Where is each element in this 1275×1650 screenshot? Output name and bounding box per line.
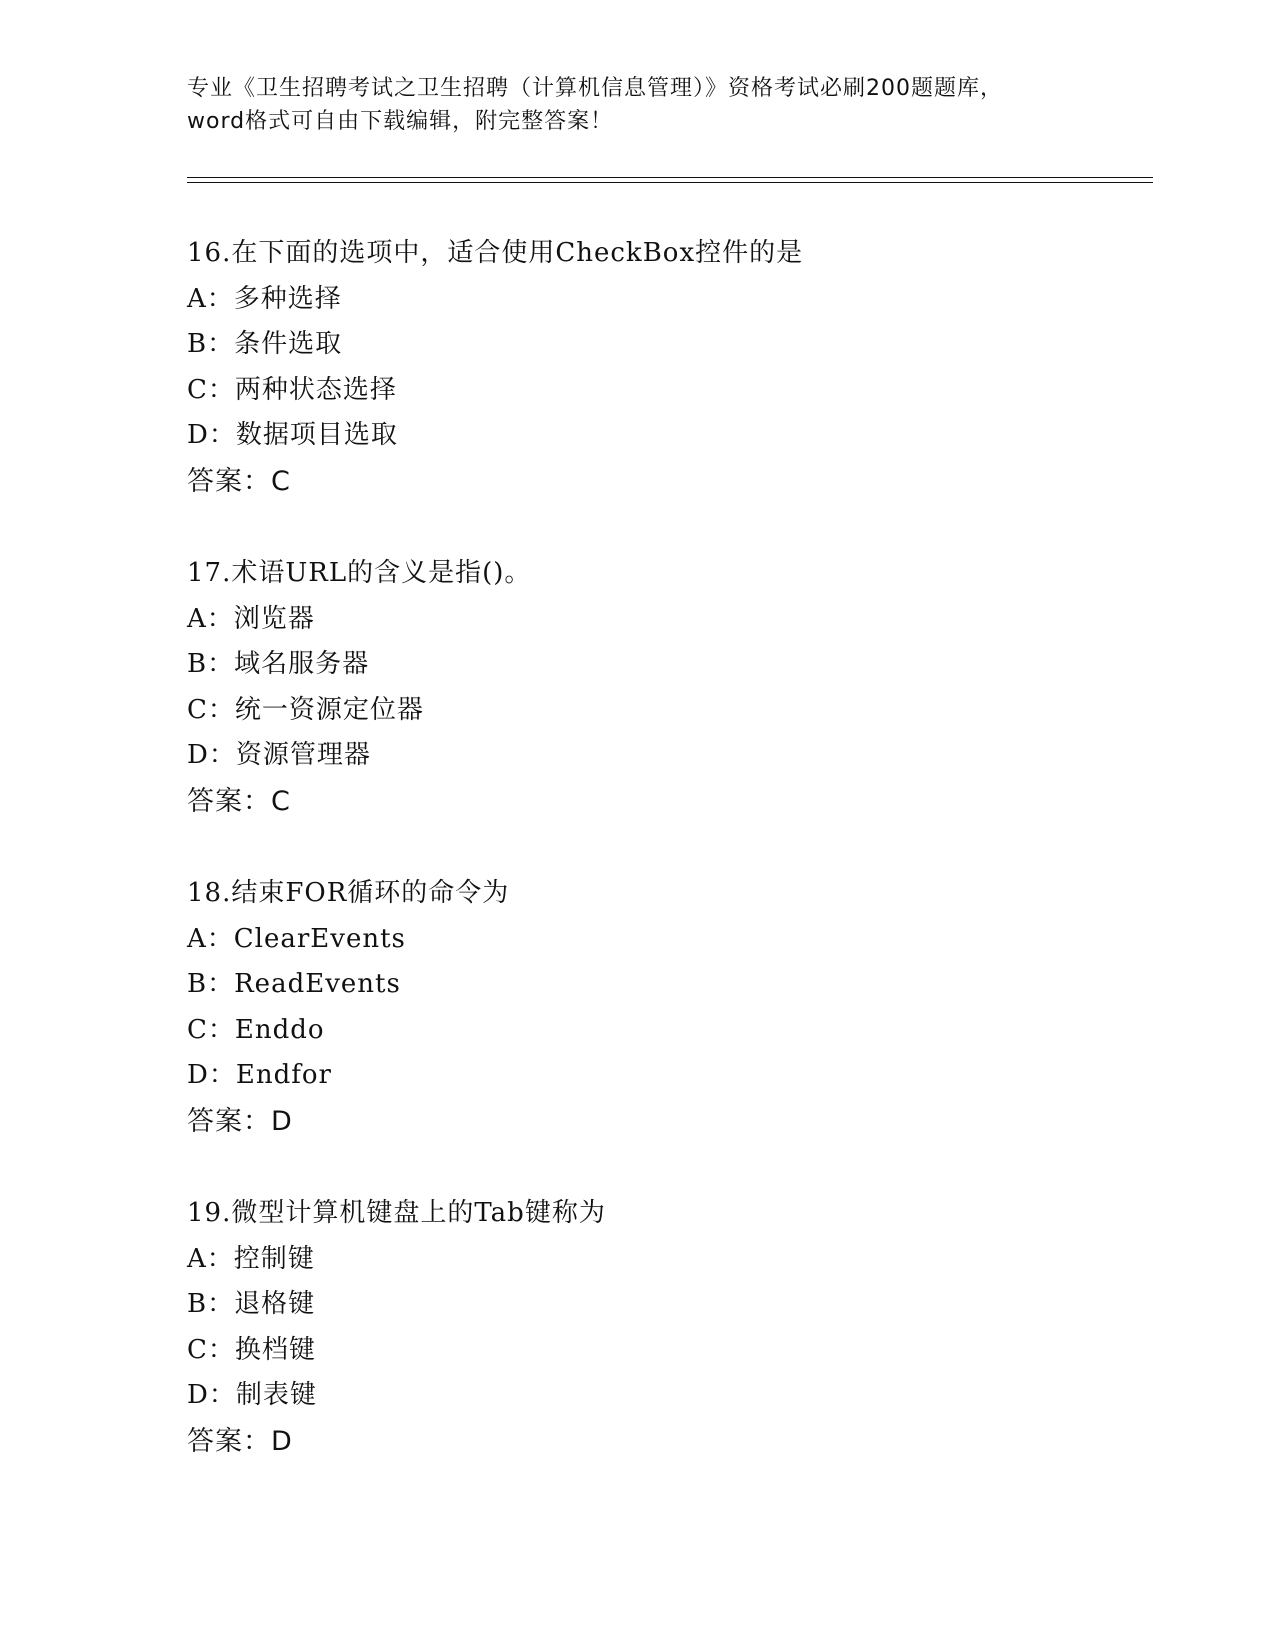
option-a: A：多种选择 xyxy=(187,283,342,314)
answer: 答案：C xyxy=(187,785,291,817)
header-line-1: 专业《卫生招聘考试之卫生招聘（计算机信息管理）》资格考试必刷200题题库， xyxy=(187,76,1003,101)
option-b: B：条件选取 xyxy=(187,329,343,360)
option-c: C：换档键 xyxy=(187,1334,316,1365)
answer: 答案：D xyxy=(187,1105,293,1137)
question-stem: 19.微型计算机键盘上的Tab键称为 xyxy=(187,1198,606,1228)
question-stem: 16.在下面的选项中，适合使用CheckBox控件的是 xyxy=(187,238,804,268)
header-line-2: word格式可自由下载编辑，附完整答案！ xyxy=(187,109,614,134)
question-16 xyxy=(187,231,1147,551)
option-b: B：退格键 xyxy=(187,1289,316,1320)
answer: 答案：D xyxy=(187,1425,293,1457)
answer: 答案：C xyxy=(187,465,291,497)
question-18 xyxy=(187,871,1147,1191)
question-stem: 18.结束FOR循环的命令为 xyxy=(187,878,510,908)
option-b: B：域名服务器 xyxy=(187,649,370,680)
question-list xyxy=(187,231,1147,1511)
question-stem: 17.术语URL的含义是指()。 xyxy=(187,558,532,588)
option-a: A：控制键 xyxy=(187,1243,315,1274)
option-d: D：数据项目选取 xyxy=(187,420,398,451)
document-header xyxy=(187,72,1087,138)
option-c: C：Enddo xyxy=(187,1014,325,1045)
header-divider-top xyxy=(187,177,1153,178)
option-d: D：Endfor xyxy=(187,1060,332,1091)
question-19 xyxy=(187,1191,1147,1511)
option-b: B：ReadEvents xyxy=(187,969,401,1000)
option-c: C：统一资源定位器 xyxy=(187,694,424,725)
option-d: D：制表键 xyxy=(187,1380,317,1411)
option-d: D：资源管理器 xyxy=(187,740,371,771)
question-17 xyxy=(187,551,1147,871)
option-a: A：浏览器 xyxy=(187,603,315,634)
option-a: A：ClearEvents xyxy=(187,923,406,954)
header-divider-bottom xyxy=(187,182,1153,183)
option-c: C：两种状态选择 xyxy=(187,374,397,405)
